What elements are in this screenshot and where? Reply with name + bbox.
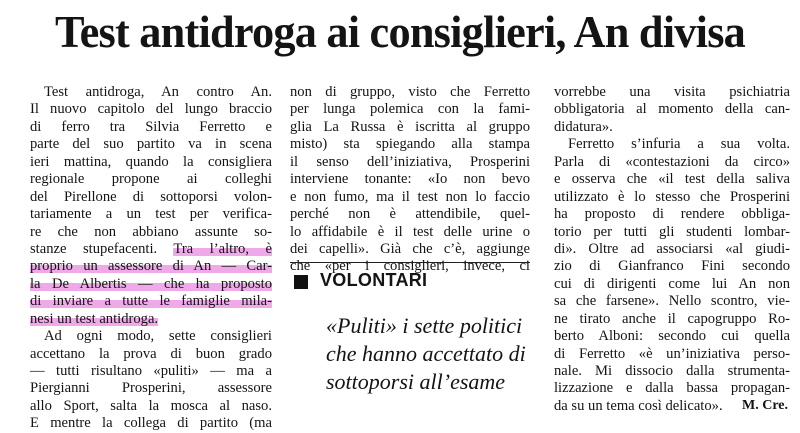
text-line: didatura». — [554, 118, 613, 135]
text-line: Ferretto s’infuria a sua volta. — [568, 136, 790, 153]
text-line: da su un tema così delicato». — [554, 397, 723, 414]
highlighted-text: nesi un test antidroga. — [30, 310, 159, 327]
text-line: di». Oltre ad associarsi «al giudi- — [554, 240, 790, 257]
text-line: interviene tonante: «Io non bevo — [290, 171, 530, 188]
text-line: glia La Russa è iscritta al gruppo — [290, 118, 530, 135]
text-line: il senso dell’iniziativa, Prosperini — [290, 153, 530, 170]
text-line: Test antidroga, An contro An. — [44, 84, 272, 100]
pull-quote: «Puliti» i sette politici che hanno accettato di sottoporsi all’esame — [326, 313, 526, 394]
highlighted-text: proprio un assessore di An — Car- — [30, 258, 272, 275]
highlighted-text: la De Albertis — che ha proposto — [30, 275, 272, 292]
text-line: obbligatoria al momento della can- — [554, 101, 790, 118]
highlighted-line — [30, 276, 272, 293]
text-line: lo affidabile è il test delle urine o — [290, 223, 530, 240]
text-line: ha proposto di rendere obbliga- — [554, 206, 790, 223]
text-line: di Ferretto «è un’iniziativa perso- — [554, 345, 790, 362]
text-line: perché non è attendibile, quel- — [290, 206, 530, 223]
text-line: vorrebbe una visita psichiatria — [554, 84, 790, 100]
text-line: E mentre la collega di partito (ma — [30, 415, 272, 432]
text-line: utilizzato è lo stesso che Prosperini — [554, 188, 790, 205]
article-column-1 — [30, 84, 272, 433]
text-line: accettano la prova di buon grado — [30, 345, 272, 362]
box-header — [290, 262, 530, 303]
text-line: del Pirellone di sottoporsi volon- — [30, 188, 272, 205]
highlighted-text: di inviare a tutte le famiglie mila- — [30, 293, 272, 310]
text-line: allo Sport, salta la mosca al naso. — [30, 397, 272, 414]
text-line: ieri mattina, quando la consigliera — [30, 153, 272, 170]
text-line: e non fumo, ma il test non lo faccio — [290, 188, 530, 205]
highlighted-line — [30, 258, 272, 275]
text-line: Ad ogni modo, sette consiglieri — [44, 328, 272, 345]
headline: Test antidroga ai consiglieri, An divisa — [54, 7, 746, 57]
text-line — [30, 241, 272, 258]
text-line: tariamente a un test per verifica- — [30, 206, 272, 223]
square-bullet-icon — [294, 275, 308, 289]
text-line: cui di dirigenti come lui An non — [554, 275, 790, 292]
text-line: Piergianni Prosperini, assessore — [30, 380, 272, 397]
text-line: regionale propone ai colleghi — [30, 171, 272, 188]
highlighted-line — [30, 293, 272, 310]
text-line: Parla di «contestazioni da circo» — [554, 153, 790, 170]
text-line: zio di Gianfranco Fini secondo — [554, 258, 790, 275]
text-line: non di gruppo, visto che Ferretto — [290, 84, 530, 100]
text-line: lizzazione e dalla bassa propagan- — [554, 380, 790, 397]
text-segment: stanze stupefacenti. — [30, 240, 158, 257]
article-column-2 — [290, 84, 530, 276]
text-line: parte del suo partito va in scena — [30, 136, 272, 153]
text-line: ne tirato anche il capogruppo Ro- — [554, 310, 790, 327]
text-line: — tutti risultano «puliti» — ma a — [30, 363, 272, 379]
text-line: dei capelli». Già che c’è, aggiunge — [290, 240, 530, 257]
text-line: per lunga polemica con la fami- — [290, 101, 530, 118]
box-label: VOLONTARI — [320, 270, 428, 290]
article-column-3 — [554, 84, 790, 415]
text-line: berto Alboni: secondo cui quella — [554, 328, 790, 345]
text-line: re che non abbiano assunte so- — [30, 223, 272, 240]
text-line: sa che farsene». Nello scontro, vie- — [554, 293, 790, 310]
highlighted-text: Tra l’altro, è — [173, 240, 272, 257]
text-line: che «per i consiglieri, invece, ci — [290, 258, 530, 275]
highlighted-line — [30, 311, 272, 328]
text-line: misto) sta spiegando alla stampa — [290, 136, 530, 153]
text-line: e osserva che «il test della saliva — [554, 171, 790, 188]
text-line: torio per tutti gli studenti lombar- — [554, 223, 790, 240]
text-line: nale. Mi dissocio dalla strumenta- — [554, 363, 790, 379]
author-signature: M. Cre. — [742, 398, 788, 413]
text-line: di ferro tra Silvia Ferretto e — [30, 118, 272, 135]
text-line: Il nuovo capitolo del lungo braccio — [30, 101, 272, 118]
